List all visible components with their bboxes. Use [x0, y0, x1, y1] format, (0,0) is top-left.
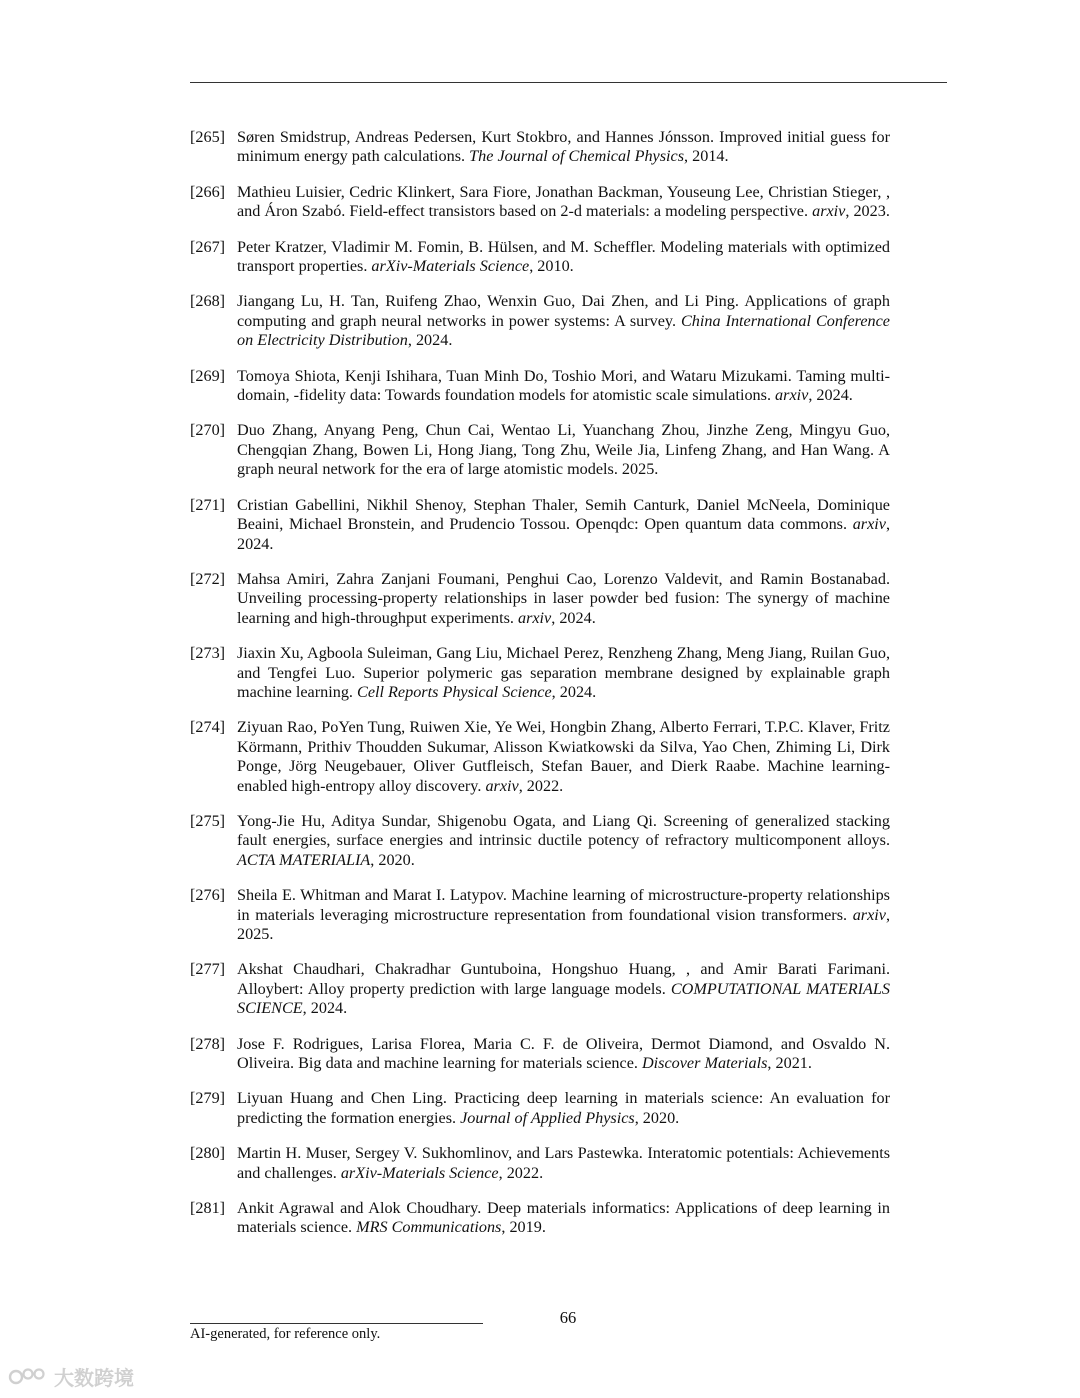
ref-venue: Cell Reports Physical Science — [357, 682, 552, 701]
ref-year: , 2024. — [407, 331, 453, 350]
page-number: 66 — [559, 1308, 577, 1327]
ref-number: [271] — [190, 495, 226, 514]
ref-text: Martin H. Muser, Sergey V. Sukhomlinov, and Lars Pastewka. Interatomic potentials: Achievements and challenges. — [237, 1144, 890, 1182]
ref-text: Liyuan Huang and Chen Ling. Practicing deep learning in materials science: An evaluation for predicting the formation energies. — [237, 1089, 890, 1127]
reference-275 — [190, 812, 890, 870]
ref-year: , 2024. — [808, 386, 853, 405]
reference-277 — [190, 960, 890, 1018]
ref-text: Ziyuan Rao, PoYen Tung, Ruiwen Xie, Ye Wei, Hongbin Zhang, Alberto Ferrari, T.P.C. Klaver, Fritz Körmann, Prithiv Thoudden Sukumar, Alisson Kwiatkowski da Silva, Yao Chen, Zhiming Li, Dirk Ponge, Jörg Neugebauer, Oliver Gutfleisch, Stefan Bauer, and Dierk Raabe. Machine learning-enabled high-entropy alloy discovery. — [237, 718, 890, 795]
ref-venue: China International Conference on Electricity Distribution — [237, 311, 890, 350]
ref-number: [276] — [190, 886, 226, 905]
ref-number: [275] — [190, 811, 226, 830]
ref-venue: COMPUTATIONAL MATERIALS SCIENCE — [237, 979, 890, 1018]
ref-venue: arxiv — [775, 386, 809, 405]
ref-year: , 2024. — [551, 608, 596, 627]
reference-274 — [190, 718, 890, 796]
ref-venue: Journal of Applied Physics — [460, 1108, 635, 1127]
ref-year: , 2020. — [370, 850, 415, 869]
reference-279 — [190, 1089, 890, 1128]
reference-265 — [190, 128, 890, 167]
ref-year: , 2020. — [634, 1108, 680, 1127]
ref-number: [265] — [190, 128, 226, 146]
ref-venue: MRS Communications — [356, 1218, 502, 1237]
ref-venue: Discover Materials — [641, 1054, 768, 1073]
ref-number: [272] — [190, 569, 226, 588]
reference-267 — [190, 238, 890, 277]
reference-271 — [190, 496, 890, 554]
reference-278 — [190, 1035, 890, 1074]
footnote-rule — [190, 1323, 483, 1324]
ref-year: , 2021. — [767, 1054, 812, 1073]
ref-year: , 2019. — [501, 1218, 546, 1237]
ref-text: Sheila E. Whitman and Marat I. Latypov. Machine learning of microstructure-property relationships in materials leveraging microstructure representation from foundational vision transformers. — [237, 886, 890, 924]
ref-number: [279] — [190, 1089, 226, 1108]
ref-venue: arxiv — [517, 608, 552, 627]
ref-number: [267] — [190, 237, 226, 256]
ref-year: , 2024. — [551, 682, 597, 701]
ref-text: Tomoya Shiota, Kenji Ishihara, Tuan Minh Do, Toshio Mori, and Wataru Mizukami. Taming multi-domain, -fidelity data: Towards foundation models for atomistic scale simulations. — [237, 366, 890, 405]
watermark — [8, 1362, 134, 1391]
reference-266 — [190, 183, 890, 222]
reference-273 — [190, 644, 890, 702]
header-rule — [190, 82, 947, 83]
ref-text: Jiangang Lu, H. Tan, Ruifeng Zhao, Wenxin Guo, Dai Zhen, and Li Ping. Applications of graph computing and graph neural networks in power systems: A survey. — [237, 292, 890, 330]
ref-text: Duo Zhang, Anyang Peng, Chun Cai, Wentao Li, Yuanchang Zhou, Jinzhe Zeng, Mingyu Guo, Chengqian Zhang, Bowen Li, Hong Jiang, Tong Zhu, Weile Jia, Linfeng Zhang, and Han Wang. A graph neural network for the era of large atomistic models. 2025. — [237, 421, 890, 479]
reference-268 — [190, 292, 890, 350]
ref-year: , 2022. — [518, 776, 564, 795]
ref-venue: arxiv — [812, 202, 846, 221]
reference-276 — [190, 886, 890, 944]
ref-text: Mathieu Luisier, Cedric Klinkert, Sara Fiore, Jonathan Backman, Youseung Lee, Christian Stieger, , and Áron Szabó. Field-effect transistors based on 2-d materials: a modeling perspective. — [237, 182, 890, 221]
ref-number: [281] — [190, 1199, 226, 1218]
reference-list — [190, 128, 890, 1254]
ref-venue: arxiv — [852, 515, 886, 534]
ref-text: Mahsa Amiri, Zahra Zanjani Foumani, Penghui Cao, Lorenzo Valdevit, and Ramin Bostanabad. Unveiling processing-property relationships in laser powder bed fusion: The synergy of machine learning and high-throughput experiments. — [237, 569, 890, 627]
ref-venue: arXiv-Materials Science — [371, 257, 530, 276]
footnote: AI-generated, for reference only. — [190, 1326, 381, 1342]
ref-text: Jiaxin Xu, Agboola Suleiman, Gang Liu, Michael Perez, Renzheng Zhang, Meng Jiang, Ruilan Guo, and Tengfei Luo. Superior polymeric gas separation membrane designed by explainable graph machine learning. — [237, 644, 890, 701]
reference-270 — [190, 421, 890, 479]
ref-text: Yong-Jie Hu, Aditya Sundar, Shigenobu Ogata, and Liang Qi. Screening of generalized stacking fault energies, surface energies and intrinsic ductile potency of refractory multicomponent alloys. — [237, 811, 890, 850]
ref-number: [273] — [190, 644, 226, 663]
ref-text: Ankit Agrawal and Alok Choudhary. Deep materials informatics: Applications of deep learning in materials science. — [237, 1199, 890, 1237]
reference-281 — [190, 1199, 890, 1238]
ref-text: Cristian Gabellini, Nikhil Shenoy, Stephan Thaler, Semih Canturk, Daniel McNeela, Dominique Beaini, Michael Bronstein, and Prudencio Tossou. Openqdc: Open quantum data commons. — [237, 495, 890, 534]
ref-venue: arxiv — [852, 905, 886, 924]
reference-280 — [190, 1144, 890, 1183]
ref-year: , 2024. — [302, 999, 348, 1018]
ref-number: [278] — [190, 1034, 226, 1053]
ref-number: [269] — [190, 366, 226, 385]
ref-year: , 2023. — [845, 202, 890, 221]
ref-venue: The Journal of Chemical Physics — [469, 147, 685, 166]
watermark-text: 大数跨境 — [54, 1366, 134, 1390]
ref-number: [268] — [190, 292, 226, 311]
ref-number: [266] — [190, 182, 226, 201]
ref-text: Jose F. Rodrigues, Larisa Florea, Maria C. F. de Oliveira, Dermot Diamond, and Osvaldo N. Oliveira. Big data and machine learning for materials science. — [237, 1034, 890, 1073]
ref-year: , 2022. — [498, 1163, 544, 1182]
ref-venue: arXiv-Materials Science — [340, 1163, 499, 1182]
ref-number: [274] — [190, 718, 226, 737]
reference-272 — [190, 570, 890, 628]
ref-text: Peter Kratzer, Vladimir M. Fomin, B. Hülsen, and M. Scheffler. Modeling materials with optimized transport properties. — [237, 237, 890, 276]
ref-number: [270] — [190, 421, 226, 440]
ref-number: [277] — [190, 960, 226, 979]
ref-year: , 2010. — [529, 257, 574, 276]
ref-year: , 2025. — [237, 905, 890, 943]
ref-venue: arxiv — [485, 776, 519, 795]
ref-year: , 2014. — [684, 147, 729, 166]
ref-number: [280] — [190, 1144, 226, 1163]
reference-269 — [190, 367, 890, 406]
ref-text: Akshat Chaudhari, Chakradhar Guntuboina, Hongshuo Huang, , and Amir Barati Farimani. Alloybert: Alloy property prediction with large language models. — [237, 960, 890, 998]
ref-year: , 2024. — [237, 515, 890, 553]
ref-text: Søren Smidstrup, Andreas Pedersen, Kurt Stokbro, and Hannes Jónsson. Improved initial guess for minimum energy path calculations. — [237, 128, 890, 166]
ref-venue: ACTA MATERIALIA — [237, 850, 371, 869]
watermark-logo-icon — [8, 1365, 50, 1389]
